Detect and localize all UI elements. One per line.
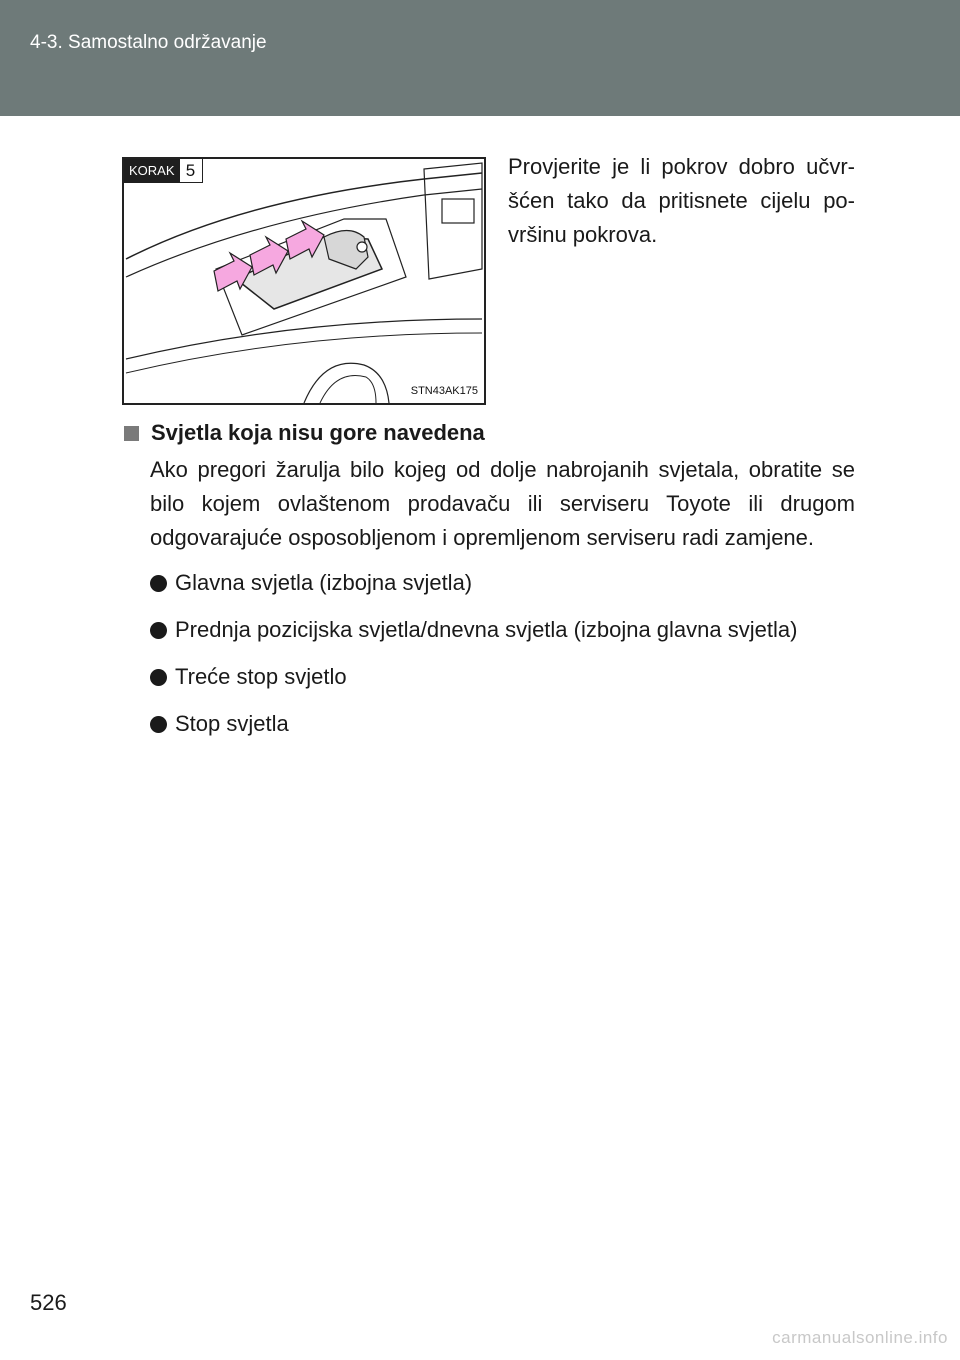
step-badge [124,159,203,183]
section-title: 4-3. Samostalno održavanje [30,32,267,53]
step-instruction: Provjerite je li pokrov dobro učvr- šćen tako da pritisnete cijelu po- vršinu pokrova. [508,154,855,247]
bullet-dot-icon [150,716,167,733]
section-paragraph: Ako pregori žarulja bilo kojeg od dolje nabrojanih svjetala, obratite se bilo kojem ovlaštenom prodavaču ili serviseru Toyote ili drugom odgovarajuće osposobljenom i opremljenom serviseru radi zamjene. [150,457,855,550]
list-item-text: Prednja pozicijska svjetla/dnevna svjetla (izbojna glavna svjetla) [175,617,798,642]
figure-code: STN43AK175 [410,385,478,397]
bullet-dot-icon [150,622,167,639]
cover-illustration [124,159,484,403]
page-number: 526 [30,1290,67,1315]
bullet-dot-icon [150,669,167,686]
list-item [150,613,797,647]
list-item-text: Treće stop svjetlo [175,664,347,689]
step-number: 5 [180,159,203,183]
list-item-text: Glavna svjetla (izbojna svjetla) [175,570,473,595]
illustration-figure [122,157,486,405]
square-bullet-icon [124,426,139,441]
list-item-text: Stop svjetla [175,711,289,736]
page-header [0,0,960,116]
section-heading-text: Svjetla koja nisu gore navedena [151,420,485,445]
section-heading [124,420,485,446]
bullet-dot-icon [150,575,167,592]
list-item [150,707,797,741]
lights-list [150,566,797,754]
step-label: KORAK [124,159,180,183]
watermark: carmanualsonline.info [772,1328,948,1347]
list-item [150,566,797,600]
list-item [150,660,797,694]
